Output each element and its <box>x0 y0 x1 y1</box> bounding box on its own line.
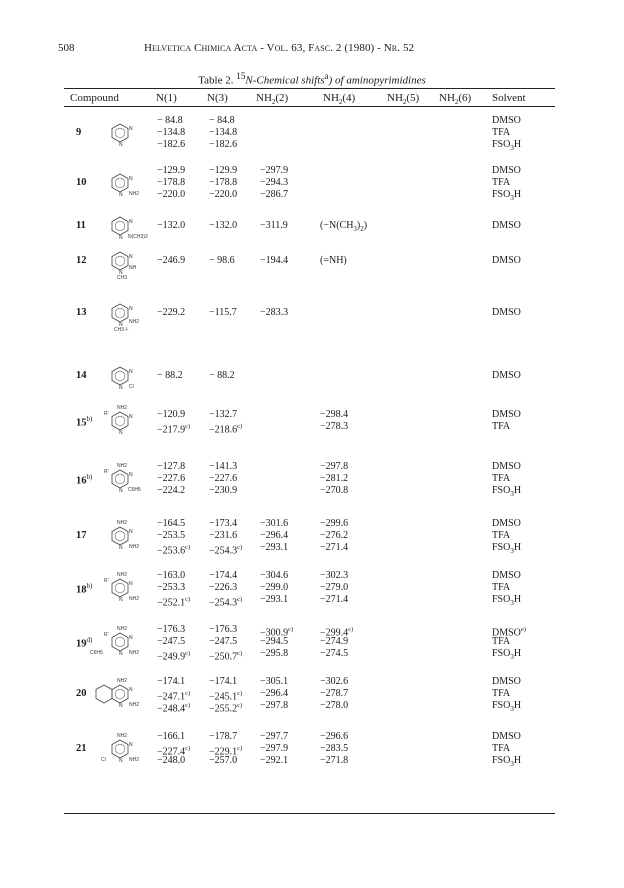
svg-text:N: N <box>119 758 123 765</box>
cell-n3: $-245.1^{c)}$ <box>209 690 243 703</box>
cell-nh2-2: −294.3 <box>260 177 289 189</box>
structure-diagram <box>104 297 138 334</box>
cell-solvent: $FSO_3H$ <box>492 139 522 153</box>
svg-text:N: N <box>129 126 133 133</box>
journal-running-head: Helvetica Chimica Acta - Vol. 63, Fasc. 2 (1980) - Nr. 52 <box>144 42 415 54</box>
cell-nh2-4: −299.6 <box>320 518 349 529</box>
cell-solvent: $FSO_3H$ <box>492 542 522 556</box>
cell-nh2-2: −294.5 <box>260 636 289 648</box>
svg-text:N: N <box>119 430 123 437</box>
cell-n1: −178.8 <box>157 177 186 189</box>
cell-n3: −115.7 <box>209 307 237 318</box>
svg-text:NH2: NH2 <box>129 650 140 657</box>
cell-solvent: TFA <box>492 743 511 755</box>
svg-text:NH2: NH2 <box>117 626 128 633</box>
svg-text:Cl: Cl <box>129 384 134 390</box>
cell-n1: −182.6 <box>157 139 186 151</box>
svg-text:NH2: NH2 <box>117 733 128 740</box>
cell-nh2-2: −293.1 <box>260 594 289 606</box>
cell-n3: −226.3 <box>209 582 238 594</box>
cell-n1: − 84.8 <box>157 115 183 126</box>
cell-n3: − 88.2 <box>209 370 235 381</box>
svg-text:N: N <box>129 176 133 183</box>
cell-solvent: DMSO <box>492 115 521 126</box>
cell-solvent: DMSO <box>492 165 521 176</box>
cell-solvent: TFA <box>492 530 511 542</box>
svg-text:R': R' <box>104 632 109 639</box>
cell-n3: −257.0 <box>209 755 238 767</box>
cell-n3: −174.1 <box>209 676 238 687</box>
compound-id: 15$^{b)}$ <box>76 415 93 429</box>
svg-text:N: N <box>119 192 123 199</box>
svg-text:CH3: CH3 <box>117 275 128 281</box>
cell-n1: −129.9 <box>157 165 186 176</box>
cell-n3: −182.6 <box>209 139 238 151</box>
svg-text:N: N <box>119 142 123 149</box>
cell-solvent: DMSO <box>492 409 521 420</box>
svg-text:R': R' <box>104 578 109 585</box>
structure-diagram <box>104 167 138 204</box>
caption-prefix: Table 2. <box>198 74 237 87</box>
structure-diagram <box>104 678 138 715</box>
col-solvent: Solvent <box>492 92 526 104</box>
cell-n3: −231.6 <box>209 530 238 542</box>
svg-text:NH2: NH2 <box>129 191 140 198</box>
cell-solvent: TFA <box>492 127 511 139</box>
compound-id: 12 <box>76 255 87 266</box>
cell-solvent: TFA <box>492 688 511 700</box>
cell-solvent: DMSO <box>492 220 521 231</box>
svg-text:N: N <box>119 235 123 241</box>
cell-solvent: TFA <box>492 582 511 594</box>
caption-title: N-Chemical shifts <box>245 74 325 87</box>
col-compound: Compound <box>70 92 119 104</box>
cell-nh2-4: −302.6 <box>320 676 349 687</box>
cell-n3: −176.3 <box>209 624 238 635</box>
svg-text:C6H5: C6H5 <box>128 487 141 494</box>
table-bottom-rule <box>64 813 555 814</box>
cell-n3: − 98.6 <box>209 255 235 266</box>
svg-text:R': R' <box>104 469 109 476</box>
structure-diagram <box>104 572 138 609</box>
cell-n1: −132.0 <box>157 220 186 231</box>
cell-solvent: DMSO <box>492 570 521 581</box>
cell-n3: $-254.3^{c)}$ <box>209 544 243 557</box>
cell-nh2-2: −304.6 <box>260 570 289 581</box>
cell-n3: −247.5 <box>209 636 238 648</box>
cell-nh2-4: −276.2 <box>320 530 349 542</box>
table-caption: Table 2. $^{15}$N-Chemical shifts$^a$) of aminopyrimidines <box>198 71 426 87</box>
svg-text:N: N <box>119 385 123 391</box>
cell-nh2-4: −271.4 <box>320 542 349 554</box>
svg-text:N: N <box>119 651 123 658</box>
cell-solvent: DMSO <box>492 518 521 529</box>
cell-solvent: TFA <box>492 177 511 189</box>
svg-text:N: N <box>129 687 133 694</box>
col-n1: N(1) <box>156 92 177 104</box>
cell-nh2-2: −299.0 <box>260 582 289 594</box>
svg-text:Cl: Cl <box>101 757 106 764</box>
svg-text:N: N <box>129 306 133 312</box>
table-header-rule <box>64 106 555 107</box>
cell-n3: −173.4 <box>209 518 238 529</box>
svg-text:NH: NH <box>129 265 137 271</box>
cell-n1: $-252.1^{c)}$ <box>157 596 191 609</box>
cell-nh2-4: −278.3 <box>320 421 349 433</box>
svg-text:NH2: NH2 <box>129 544 140 551</box>
structure-diagram <box>104 117 138 154</box>
cell-solvent: TFA <box>492 636 511 648</box>
cell-n1: −164.5 <box>157 518 186 529</box>
cell-n1: −127.8 <box>157 461 186 472</box>
cell-solvent: TFA <box>492 421 511 433</box>
cell-nh2-4: −297.8 <box>320 461 349 472</box>
col-nh2-6: $NH_2(6)$ <box>439 92 472 107</box>
cell-n1: −163.0 <box>157 570 186 581</box>
cell-n1: $-253.6^{c)}$ <box>157 544 191 557</box>
cell-nh2-2: −297.9 <box>260 165 289 176</box>
cell-nh2-4: −271.8 <box>320 755 349 767</box>
structure-diagram <box>104 463 141 500</box>
cell-n1: $-247.1^{c)}$ <box>157 690 191 703</box>
cell-solvent: DMSO <box>492 255 521 266</box>
cell-nh2-2: −297.7 <box>260 731 289 742</box>
cell-n1: −247.5 <box>157 636 186 648</box>
cell-n3: −141.3 <box>209 461 238 472</box>
cell-n1: −227.6 <box>157 473 186 485</box>
caption-suffix: of aminopyrimidines <box>332 74 426 87</box>
svg-text:NH2: NH2 <box>117 463 128 470</box>
svg-text:NH2: NH2 <box>117 520 128 527</box>
cell-nh2-2: −297.9 <box>260 743 289 755</box>
cell-n1: $-248.4^{c)}$ <box>157 702 191 715</box>
col-n3: N(3) <box>207 92 228 104</box>
svg-text:N: N <box>129 742 133 749</box>
compound-id: 9 <box>76 127 82 139</box>
cell-nh2-2: −292.1 <box>260 755 289 767</box>
compound-id: 17 <box>76 530 87 542</box>
svg-text:NH2: NH2 <box>129 702 140 709</box>
cell-n1: −253.3 <box>157 582 186 594</box>
cell-n3: −174.4 <box>209 570 238 581</box>
structure-diagram <box>101 733 140 770</box>
cell-nh2-2: −293.1 <box>260 542 289 554</box>
cell-n3: $-255.2^{c)}$ <box>209 702 243 715</box>
svg-text:NH2: NH2 <box>117 405 128 412</box>
table-header-row <box>0 92 624 106</box>
svg-text:N(CH3)2: N(CH3)2 <box>128 234 148 240</box>
cell-n1: − 88.2 <box>157 370 183 381</box>
structure-diagram <box>104 520 138 557</box>
col-nh2-4: $NH_2(4)$ <box>323 92 356 107</box>
cell-nh2-4: −271.4 <box>320 594 349 606</box>
svg-text:N: N <box>129 369 133 375</box>
cell-nh2-4: −278.7 <box>320 688 349 700</box>
cell-n1: −248.0 <box>157 755 186 767</box>
cell-nh2-4: $(-N(CH_3)_2)$ <box>320 220 368 233</box>
cell-n1: −253.5 <box>157 530 186 542</box>
svg-text:N: N <box>119 270 123 276</box>
cell-n1: −220.0 <box>157 189 186 201</box>
cell-solvent: $FSO_3H$ <box>492 594 522 608</box>
cell-n3: $-250.7^{c)}$ <box>209 650 243 663</box>
svg-text:N: N <box>119 545 123 552</box>
cell-nh2-4: −274.5 <box>320 648 349 660</box>
structure-diagram <box>104 405 138 442</box>
svg-text:N: N <box>119 322 123 328</box>
cell-nh2-2: −283.3 <box>260 307 289 318</box>
svg-text:N: N <box>129 529 133 536</box>
svg-text:NH2: NH2 <box>117 572 128 579</box>
cell-nh2-4: −279.0 <box>320 582 349 594</box>
svg-text:N: N <box>129 414 133 421</box>
cell-n1: −166.1 <box>157 731 186 742</box>
compound-id: 14 <box>76 370 87 381</box>
cell-nh2-4: −283.5 <box>320 743 349 755</box>
cell-solvent: $FSO_3H$ <box>492 485 522 499</box>
table-top-rule <box>64 88 555 89</box>
svg-text:NH2: NH2 <box>117 678 128 685</box>
compound-id: 18$^{b)}$ <box>76 582 93 596</box>
cell-solvent: $FSO_3H$ <box>492 189 522 203</box>
cell-nh2-2: −296.4 <box>260 530 289 542</box>
svg-text:NH2: NH2 <box>129 757 140 764</box>
cell-solvent: DMSO <box>492 370 521 381</box>
page-number: 508 <box>58 42 75 54</box>
svg-text:NH2: NH2 <box>129 596 140 603</box>
cell-nh2-4: −278.0 <box>320 700 349 712</box>
cell-solvent: $FSO_3H$ <box>492 755 522 769</box>
cell-n3: −132.0 <box>209 220 238 231</box>
cell-n3: −220.0 <box>209 189 238 201</box>
cell-n3: −227.6 <box>209 473 238 485</box>
svg-text:N: N <box>129 635 133 642</box>
cell-nh2-2: −305.1 <box>260 676 289 687</box>
svg-text:N: N <box>119 703 123 710</box>
svg-text:N: N <box>129 254 133 260</box>
cell-n3: −178.7 <box>209 731 238 742</box>
col-nh2-2: $NH_2(2)$ <box>256 92 289 107</box>
cell-n3: −132.7 <box>209 409 238 420</box>
cell-solvent: $FSO_3H$ <box>492 648 522 662</box>
cell-n1: −246.9 <box>157 255 186 266</box>
cell-n1: $-227.4^{c)}$ <box>157 745 191 758</box>
compound-id: 10 <box>76 177 87 189</box>
cell-solvent: DMSO <box>492 731 521 742</box>
cell-n1: −174.1 <box>157 676 186 687</box>
cell-n1: −176.3 <box>157 624 186 635</box>
cell-nh2-4: −298.4 <box>320 409 349 420</box>
cell-nh2-2: −286.7 <box>260 189 289 201</box>
cell-n1: −229.2 <box>157 307 186 318</box>
compound-id: 21 <box>76 743 87 755</box>
cell-nh2-2: −295.8 <box>260 648 289 660</box>
cell-solvent: TFA <box>492 473 511 485</box>
svg-text:N: N <box>129 219 133 225</box>
cell-solvent: DMSO <box>492 461 521 472</box>
cell-n1: $-249.9^{c)}$ <box>157 650 191 663</box>
svg-text:R': R' <box>104 411 109 418</box>
cell-nh2-4: $-299.4^{c)}$ <box>320 626 354 639</box>
cell-n1: −224.2 <box>157 485 186 497</box>
compound-id: 20 <box>76 688 87 700</box>
cell-n3: −178.8 <box>209 177 238 189</box>
cell-nh2-2: −194.4 <box>260 255 289 266</box>
structure-diagram <box>104 360 138 397</box>
cell-solvent: DMSO <box>492 676 521 687</box>
page-header <box>58 42 568 58</box>
cell-n3: $-218.6^{c)}$ <box>209 423 243 436</box>
svg-text:NH2: NH2 <box>129 319 140 325</box>
structure-diagram <box>90 626 140 663</box>
cell-n3: $-254.3^{c)}$ <box>209 596 243 609</box>
cell-n1: $-217.9^{c)}$ <box>157 423 191 436</box>
cell-nh2-4: (=NH) <box>320 255 347 266</box>
compound-id: 13 <box>76 307 87 318</box>
svg-text:CH3 I-: CH3 I- <box>114 327 129 333</box>
cell-solvent: DMSO <box>492 307 521 318</box>
cell-n3: −230.9 <box>209 485 238 497</box>
cell-n1: −120.9 <box>157 409 186 420</box>
svg-text:N: N <box>119 488 123 495</box>
svg-text:N: N <box>129 581 133 588</box>
cell-nh2-4: −274.9 <box>320 636 349 648</box>
structure-diagram <box>104 210 148 247</box>
cell-nh2-2: −297.8 <box>260 700 289 712</box>
svg-text:N: N <box>119 597 123 604</box>
cell-n3: − 84.8 <box>209 115 235 126</box>
svg-text:C6H5: C6H5 <box>90 650 103 657</box>
compound-id: 19$^{d)}$ <box>76 636 93 650</box>
svg-text:N: N <box>129 472 133 479</box>
cell-n3: −129.9 <box>209 165 238 176</box>
cell-nh2-2: −296.4 <box>260 688 289 700</box>
compound-id: 16$^{b)}$ <box>76 473 93 487</box>
cell-nh2-2: $-300.9^{c)}$ <box>260 626 294 639</box>
col-nh2-5: $NH_2(5)$ <box>387 92 420 107</box>
structure-diagram <box>104 245 138 282</box>
cell-nh2-4: −296.6 <box>320 731 349 742</box>
cell-solvent: DMSO$^{e)}$ <box>492 626 526 639</box>
cell-solvent: $FSO_3H$ <box>492 700 522 714</box>
compound-id: 11 <box>76 220 86 231</box>
cell-n3: $-229.1^{c)}$ <box>209 745 243 758</box>
cell-nh2-4: −302.3 <box>320 570 349 581</box>
cell-n1: −134.8 <box>157 127 186 139</box>
cell-n3: −134.8 <box>209 127 238 139</box>
cell-nh2-2: −311.9 <box>260 220 288 231</box>
cell-nh2-2: −301.6 <box>260 518 289 529</box>
cell-nh2-4: −270.8 <box>320 485 349 497</box>
cell-nh2-4: −281.2 <box>320 473 349 485</box>
